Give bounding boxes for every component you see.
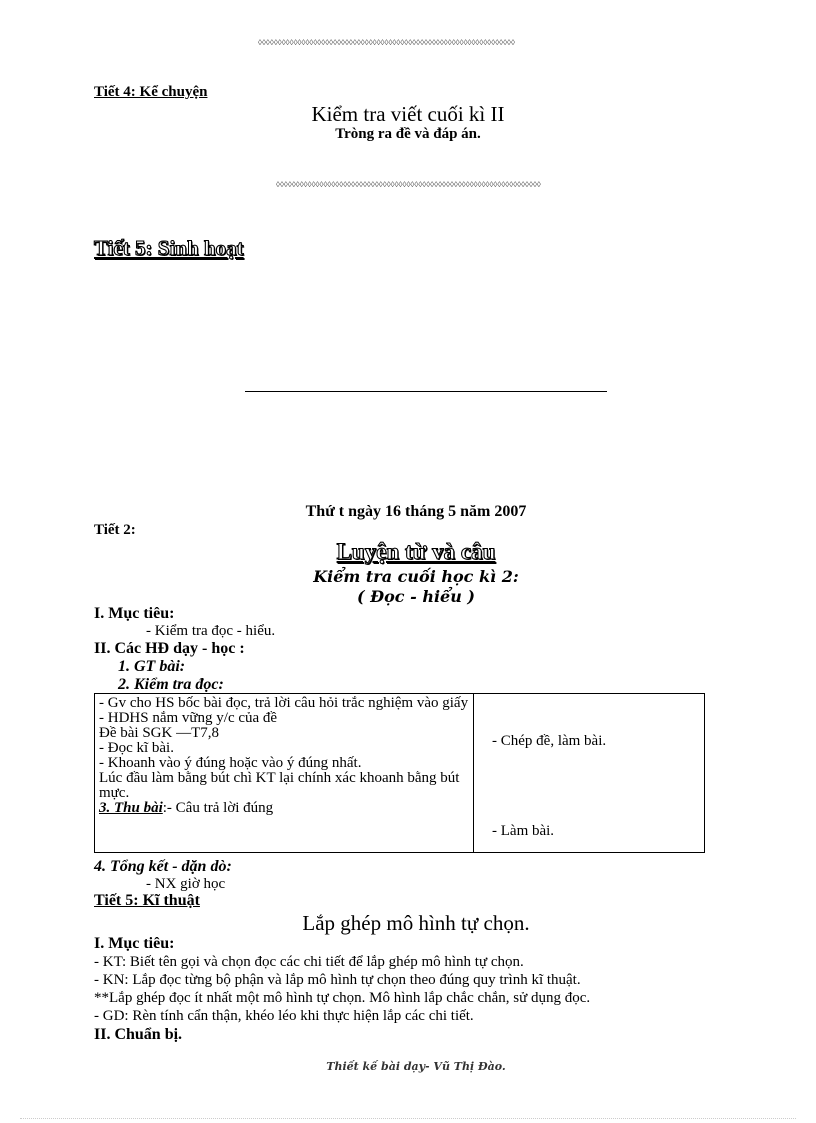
teacher-activity: - Gv cho HS bốc bài đọc, trả lời câu hỏi trắc nghiệm vào giấy xyxy=(99,695,469,711)
lesson2-label: Tiết 2: xyxy=(94,522,136,538)
tech-objective-item: - KT: Biết tên gọi và chọn đọc các chi tiết để lắp ghép mô hình tự chọn. xyxy=(94,954,524,970)
page-footer: Thiết kế bài dạy- Vũ Thị Đào. xyxy=(326,1060,506,1073)
tech-objective-item: - GD: Rèn tính cẩn thận, khéo léo khi thực hiện lắp các chi tiết. xyxy=(94,1008,474,1024)
tech-objective-item: **Lắp ghép đọc ít nhất một mô hình tự chọn. Mô hình lắp chắc chắn, sử dụng đọc. xyxy=(94,990,591,1006)
lesson5-tech-title: Lắp ghép mô hình tự chọn. xyxy=(302,911,530,935)
activities-heading: II. Các HĐ dạy - học : xyxy=(94,640,245,657)
step3-row xyxy=(99,801,469,816)
student-activity: - Chép đề, làm bài. xyxy=(492,733,607,749)
teacher-activity: - HDHS nắm vững y/c của đề xyxy=(99,710,278,726)
subject-title: Luyện từ và câu xyxy=(336,539,496,564)
date-line: Thứ t ngày 16 tháng 5 năm 2007 xyxy=(305,503,527,520)
lesson4-title: Kiểm tra viết cuối kì II xyxy=(311,102,505,126)
teacher-activity: - Đọc kĩ bài. xyxy=(99,740,174,756)
exam-subtitle: ( Đọc - hiểu ) xyxy=(357,587,475,606)
lesson4-subtitle: Tròng ra đề và đáp án. xyxy=(335,126,481,142)
teacher-activities-cell xyxy=(95,694,474,853)
bottom-border xyxy=(20,1118,796,1119)
activity-table xyxy=(94,693,705,853)
objectives-item: - Kiểm tra đọc - hiểu. xyxy=(146,623,276,639)
teacher-activity: - Khoanh vào ý đúng hoặc vào ý đúng nhất. xyxy=(99,755,362,771)
prep-heading: II. Chuẩn bị. xyxy=(94,1026,183,1043)
section-separator-line xyxy=(245,391,607,392)
step2-label: 2. Kiểm tra đọc: xyxy=(118,676,224,693)
tech-objective-item: - KN: Lắp đọc từng bộ phận và lắp mô hình tự chọn theo đúng quy trình kĩ thuật. xyxy=(94,972,581,988)
student-activity: - Làm bài. xyxy=(492,823,555,839)
step1-label: 1. GT bài: xyxy=(118,658,186,675)
tech-objectives-heading: I. Mục tiêu: xyxy=(94,935,175,952)
objectives-heading: I. Mục tiêu: xyxy=(94,605,175,622)
teacher-activity: Lúc đầu làm bằng bút chì KT lại chính xác khoanh bằng bút mực. xyxy=(99,770,460,801)
step4-item: - NX giờ học xyxy=(146,876,226,892)
lesson5-activity-heading: Tiết 5: Sinh hoạt xyxy=(94,236,244,260)
step3-label: 3. Thu bài xyxy=(99,800,163,816)
exam-title: Kiểm tra cuối học kì 2: xyxy=(313,567,519,586)
lesson4-divider-dots: ◊◊◊◊◊◊◊◊◊◊◊◊◊◊◊◊◊◊◊◊◊◊◊◊◊◊◊◊◊◊◊◊◊◊◊◊◊◊◊◊◊◊◊◊◊◊◊◊◊◊◊◊◊◊◊◊◊◊◊◊◊◊◊◊◊◊◊ xyxy=(276,180,541,189)
lesson5-tech-heading: Tiết 5: Kĩ thuật xyxy=(94,892,200,909)
top-divider-dots: ◊◊◊◊◊◊◊◊◊◊◊◊◊◊◊◊◊◊◊◊◊◊◊◊◊◊◊◊◊◊◊◊◊◊◊◊◊◊◊◊◊◊◊◊◊◊◊◊◊◊◊◊◊◊◊◊◊◊◊◊◊◊◊◊◊ xyxy=(258,38,515,47)
lesson4-heading: Tiết 4: Kể chuyện xyxy=(94,84,208,100)
teacher-activity: Đề bài SGK —T7,8 xyxy=(99,725,219,741)
step4-label: 4. Tổng kết - dặn dò: xyxy=(94,858,232,875)
step3-text: :- Câu trả lời đúng xyxy=(162,800,274,816)
student-activities-cell xyxy=(474,694,705,853)
